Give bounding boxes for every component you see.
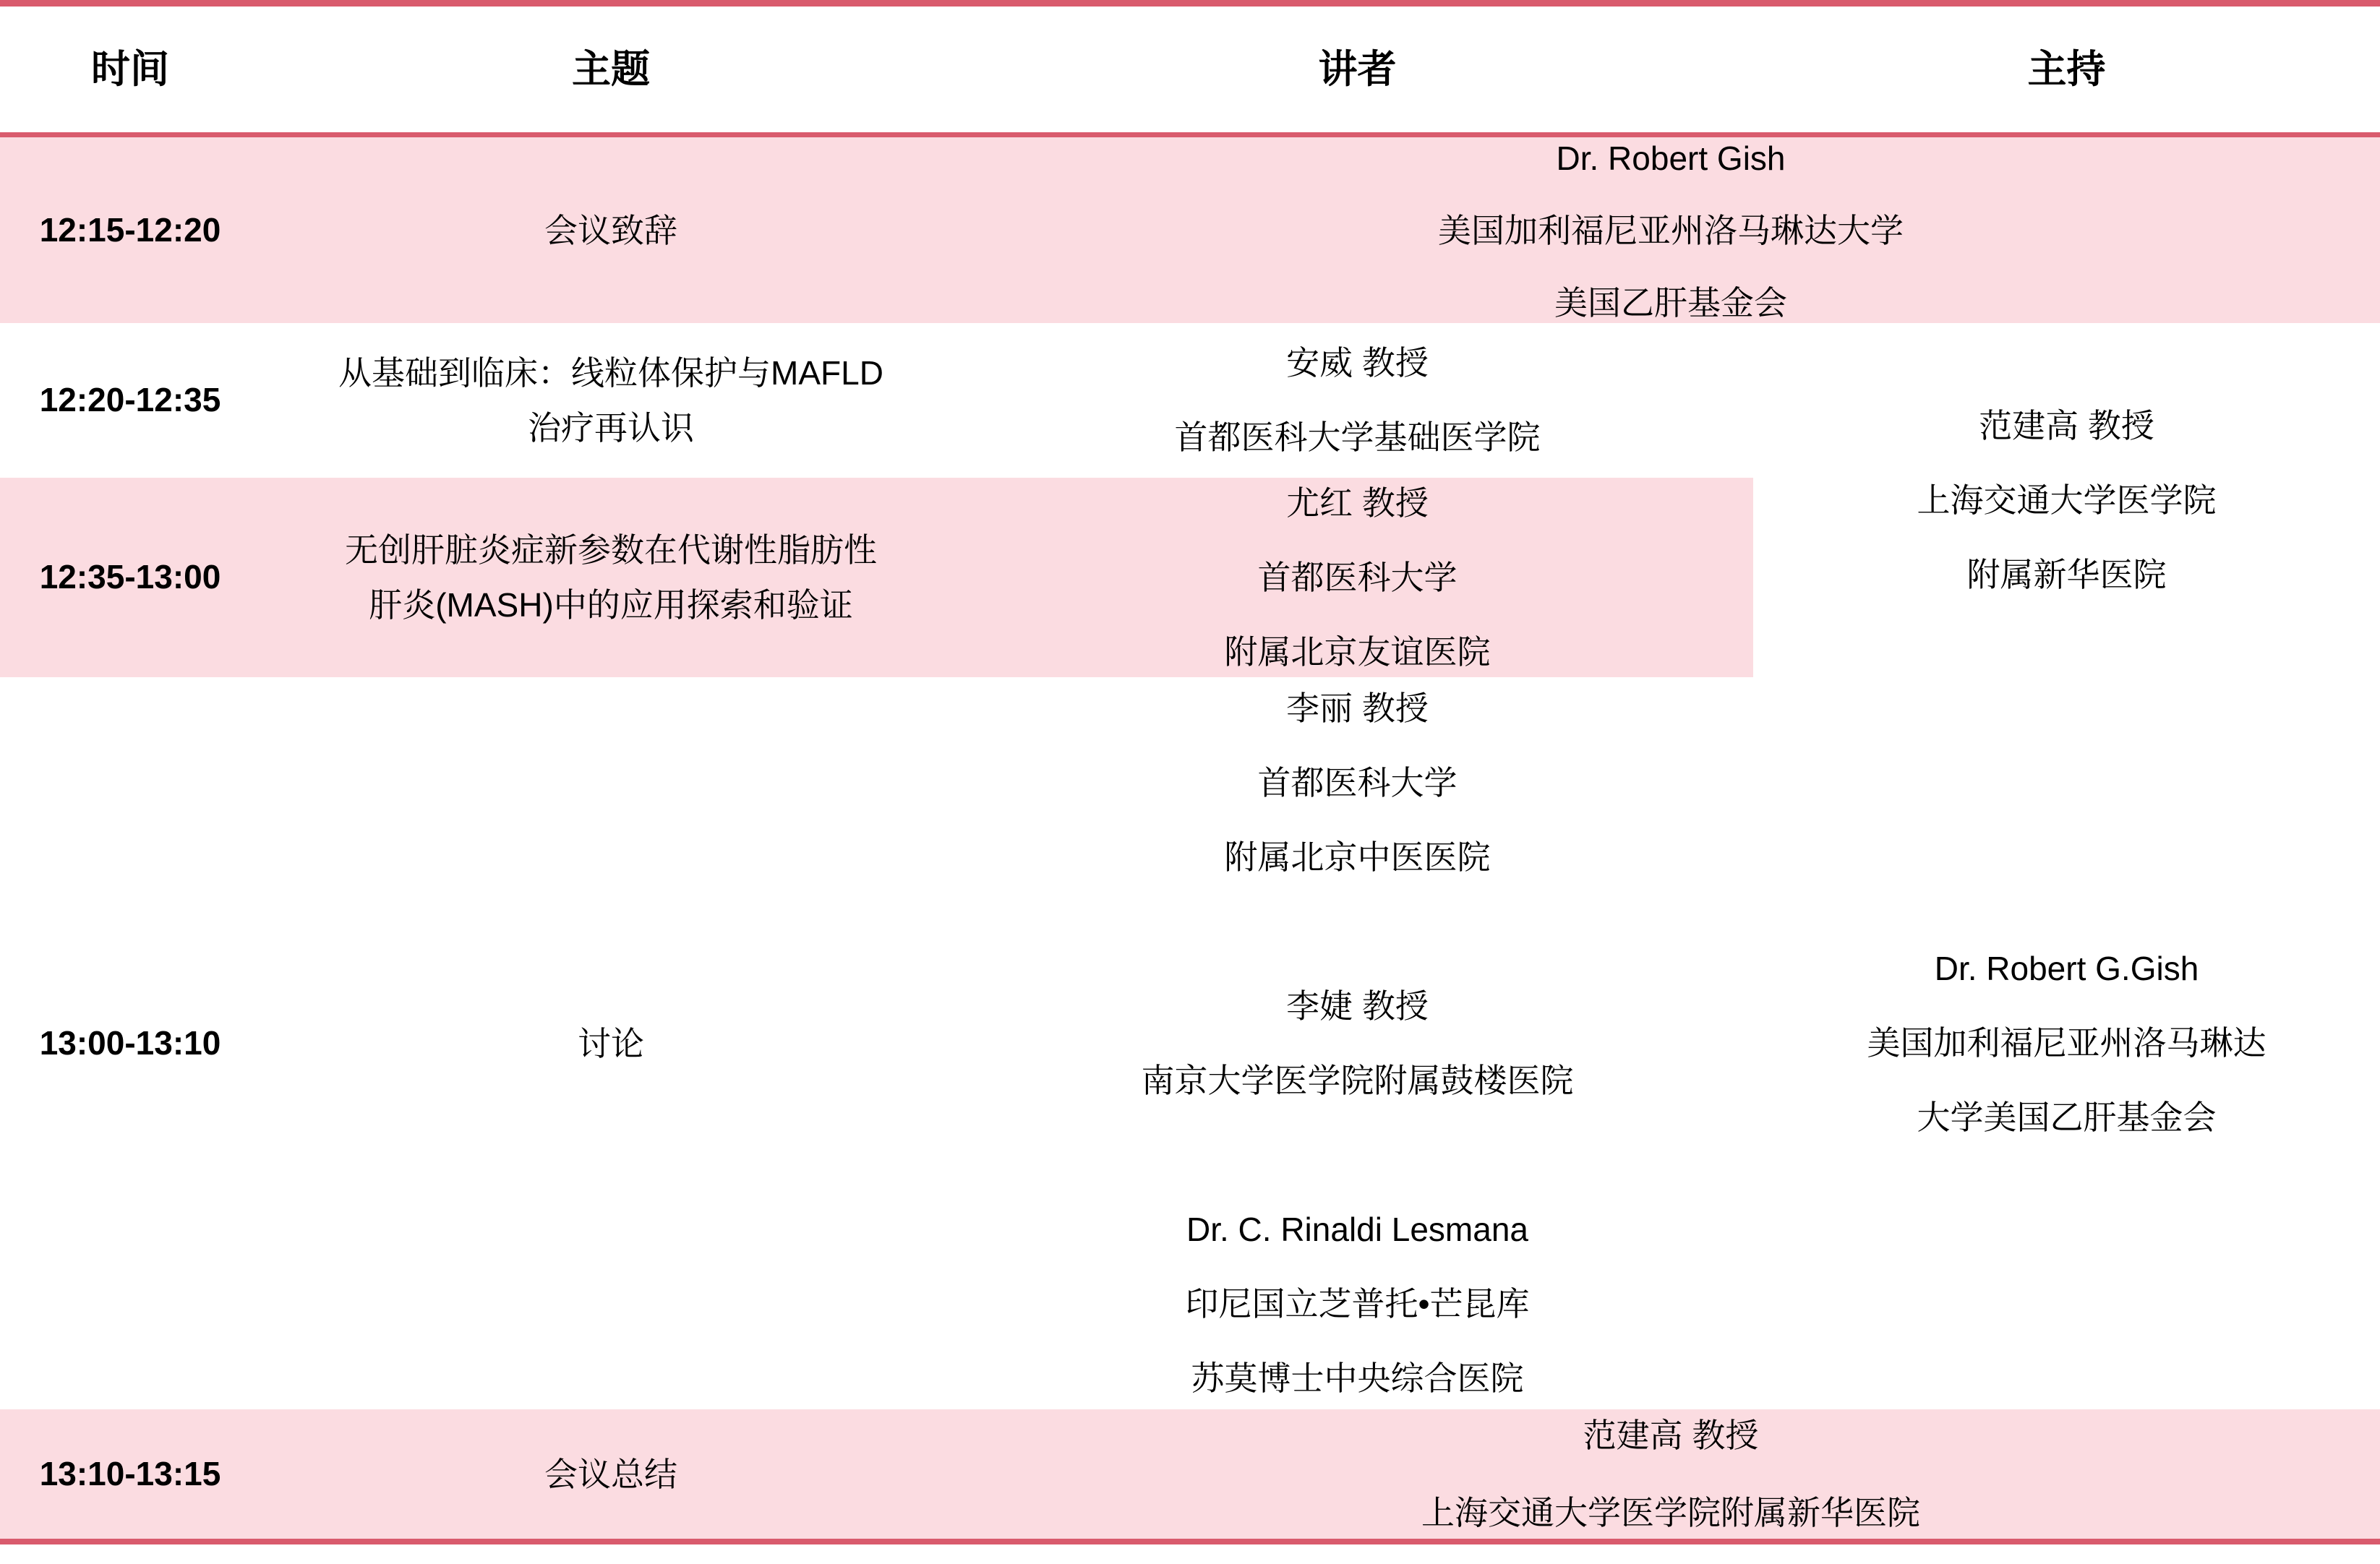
top-accent-bar [0, 0, 2380, 7]
host-line: 美国加利福尼亚州洛马琳达 [1867, 1024, 2266, 1062]
time-cell: 13:10-13:15 [39, 1454, 221, 1492]
host-line: Dr. Robert G.Gish [1934, 950, 2199, 987]
speaker-line: 印尼国立芝普托•芒昆库 [1185, 1284, 1530, 1323]
topic-line: 肝炎(MASH)中的应用探索和验证 [369, 586, 853, 624]
topic-cell [260, 478, 962, 677]
speaker-line: 附属北京中医医院 [1224, 838, 1491, 876]
header-separator-line [0, 132, 2380, 137]
speaker-group [1142, 969, 1574, 1118]
column-header-topic: 主题 [572, 47, 650, 91]
table-row-lecture-1 [0, 323, 1753, 478]
speaker-line: Dr. C. Rinaldi Lesmana [1186, 1210, 1528, 1248]
speaker-line: 李丽 教授 [1286, 689, 1429, 727]
speaker-line: 首都医科大学 [1257, 763, 1457, 802]
host-line: 上海交通大学医学院 [1917, 481, 2217, 519]
speaker-group [1225, 671, 1491, 895]
speaker-line: 安威 教授 [1286, 344, 1429, 382]
speaker-line: 范建高 教授 [1583, 1416, 1759, 1454]
speaker-line: 美国乙肝基金会 [1554, 283, 1787, 322]
topic-line: 从基础到临床：线粒体保护与MAFLD [338, 354, 883, 392]
speaker-line: 上海交通大学医学院附属新华医院 [1421, 1493, 1920, 1531]
table-row-closing [0, 1409, 2380, 1539]
speaker-cell [962, 1409, 2380, 1539]
speaker-cell [962, 137, 2380, 323]
speaker-line: 附属北京友谊医院 [1224, 632, 1491, 671]
column-header-speaker: 讲者 [1318, 47, 1397, 91]
table-rows-2-3 [0, 323, 2380, 677]
host-cell [1753, 677, 2380, 1409]
speaker-line: 首都医科大学基础医学院 [1174, 418, 1541, 456]
table-row-discussion [0, 677, 2380, 1409]
time-cell: 13:00-13:10 [39, 1023, 221, 1062]
speaker-line: Dr. Robert Gish [1556, 139, 1786, 177]
speaker-line: 首都医科大学 [1257, 558, 1457, 596]
bottom-margin [0, 1544, 2380, 1564]
column-header-time: 时间 [91, 47, 169, 91]
host-line: 附属新华医院 [1966, 555, 2167, 593]
topic-cell: 会议致辞 [544, 211, 677, 249]
speaker-line: 尤红 教授 [1286, 484, 1429, 522]
topic-cell: 会议总结 [544, 1455, 677, 1493]
speaker-line: 苏莫博士中央综合医院 [1191, 1359, 1524, 1397]
topic-cell: 讨论 [578, 1024, 644, 1062]
speaker-cell [962, 323, 1753, 478]
time-cell: 12:35-13:00 [39, 558, 221, 596]
time-cell: 12:20-12:35 [39, 381, 221, 419]
table-row-opening [0, 137, 2380, 323]
host-line: 大学美国乙肝基金会 [1917, 1099, 2217, 1136]
speaker-cell [962, 677, 1753, 1409]
host-line: 范建高 教授 [1979, 406, 2154, 444]
table-row-lecture-2 [0, 478, 1753, 677]
speaker-line: 李婕 教授 [1286, 987, 1429, 1025]
speaker-line: 南京大学医学院附属鼓楼医院 [1141, 1061, 1574, 1099]
speaker-line: 美国加利福尼亚州洛马琳达大学 [1438, 211, 1904, 249]
host-cell-rows-2-3 [1753, 323, 2380, 677]
topic-cell [260, 323, 962, 478]
time-cell: 12:15-12:20 [39, 210, 221, 249]
rows-2-3-left [0, 323, 1753, 677]
column-header-host: 主持 [2027, 47, 2106, 91]
bottom-accent-bar [0, 1539, 2380, 1544]
topic-line: 无创肝脏炎症新参数在代谢性脂肪性 [345, 531, 877, 569]
topic-line: 治疗再认识 [528, 409, 694, 447]
table-header-row [0, 7, 2380, 132]
speaker-cell [962, 478, 1753, 677]
speaker-group [1185, 1193, 1529, 1416]
